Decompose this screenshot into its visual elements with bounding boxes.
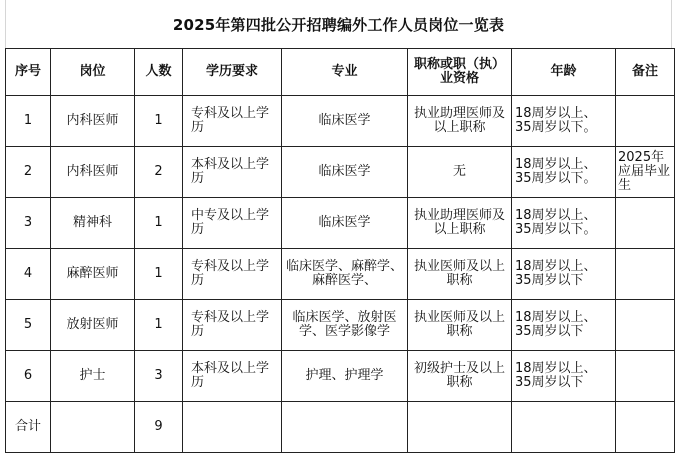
cell-qualification: 初级护士及以上职称 [408,351,512,402]
cell-qualification: 执业助理医师及以上职称 [408,96,512,147]
cell-empty [51,402,135,453]
header-no: 序号 [6,49,51,96]
cell-education: 专科及以上学历 [183,249,282,300]
header-post: 岗位 [51,49,135,96]
cell-no: 3 [6,198,51,249]
table-row [6,96,675,147]
total-row [6,402,675,453]
cell-post: 护士 [51,351,135,402]
cell-age: 18周岁以上、35周岁以下 [512,300,616,351]
cell-age: 18周岁以上、35周岁以下 [512,249,616,300]
cell-empty [512,402,616,453]
total-count: 9 [135,402,183,453]
cell-count: 1 [135,198,183,249]
cell-major: 临床医学 [282,198,408,249]
cell-qualification: 执业助理医师及以上职称 [408,198,512,249]
cell-major: 护理、护理学 [282,351,408,402]
header-major: 专业 [282,49,408,96]
table-row [6,351,675,402]
cell-note: 2025年应届毕业生 [616,147,675,198]
recruitment-table [5,48,675,453]
cell-education: 专科及以上学历 [183,96,282,147]
header-qualification: 职称或职（执）业资格 [408,49,512,96]
cell-major: 临床医学 [282,147,408,198]
cell-empty [282,402,408,453]
cell-count: 1 [135,300,183,351]
cell-education: 中专及以上学历 [183,198,282,249]
cell-note [616,249,675,300]
cell-education: 专科及以上学历 [183,300,282,351]
cell-post: 放射医师 [51,300,135,351]
cell-age: 18周岁以上、35周岁以下 [512,351,616,402]
table-row [6,300,675,351]
table-row [6,249,675,300]
cell-post: 内科医师 [51,147,135,198]
cell-post: 内科医师 [51,96,135,147]
header-age: 年龄 [512,49,616,96]
title-row [5,0,672,49]
cell-education: 本科及以上学历 [183,147,282,198]
cell-post: 精神科 [51,198,135,249]
cell-major: 临床医学、放射医学、医学影像学 [282,300,408,351]
cell-empty [408,402,512,453]
cell-empty [183,402,282,453]
cell-qualification: 执业医师及以上职称 [408,249,512,300]
cell-qualification: 无 [408,147,512,198]
cell-qualification: 执业医师及以上职称 [408,300,512,351]
cell-education: 本科及以上学历 [183,351,282,402]
cell-note [616,351,675,402]
table-row [6,147,675,198]
header-count: 人数 [135,49,183,96]
cell-count: 2 [135,147,183,198]
cell-age: 18周岁以上、35周岁以下。 [512,96,616,147]
cell-major: 临床医学、麻醉学、麻醉医学、 [282,249,408,300]
cell-count: 3 [135,351,183,402]
cell-post: 麻醉医师 [51,249,135,300]
cell-count: 1 [135,249,183,300]
table-row [6,198,675,249]
cell-no: 1 [6,96,51,147]
header-education: 学历要求 [183,49,282,96]
header-note: 备注 [616,49,675,96]
total-label: 合计 [6,402,51,453]
header-row [6,49,675,96]
cell-age: 18周岁以上、35周岁以下。 [512,147,616,198]
cell-note [616,198,675,249]
cell-no: 2 [6,147,51,198]
cell-note [616,96,675,147]
cell-major: 临床医学 [282,96,408,147]
cell-no: 6 [6,351,51,402]
cell-note [616,300,675,351]
table-title: 2025年第四批公开招聘编外工作人员岗位一览表 [172,15,505,34]
cell-no: 5 [6,300,51,351]
cell-age: 18周岁以上、35周岁以下。 [512,198,616,249]
cell-count: 1 [135,96,183,147]
cell-empty [616,402,675,453]
cell-no: 4 [6,249,51,300]
